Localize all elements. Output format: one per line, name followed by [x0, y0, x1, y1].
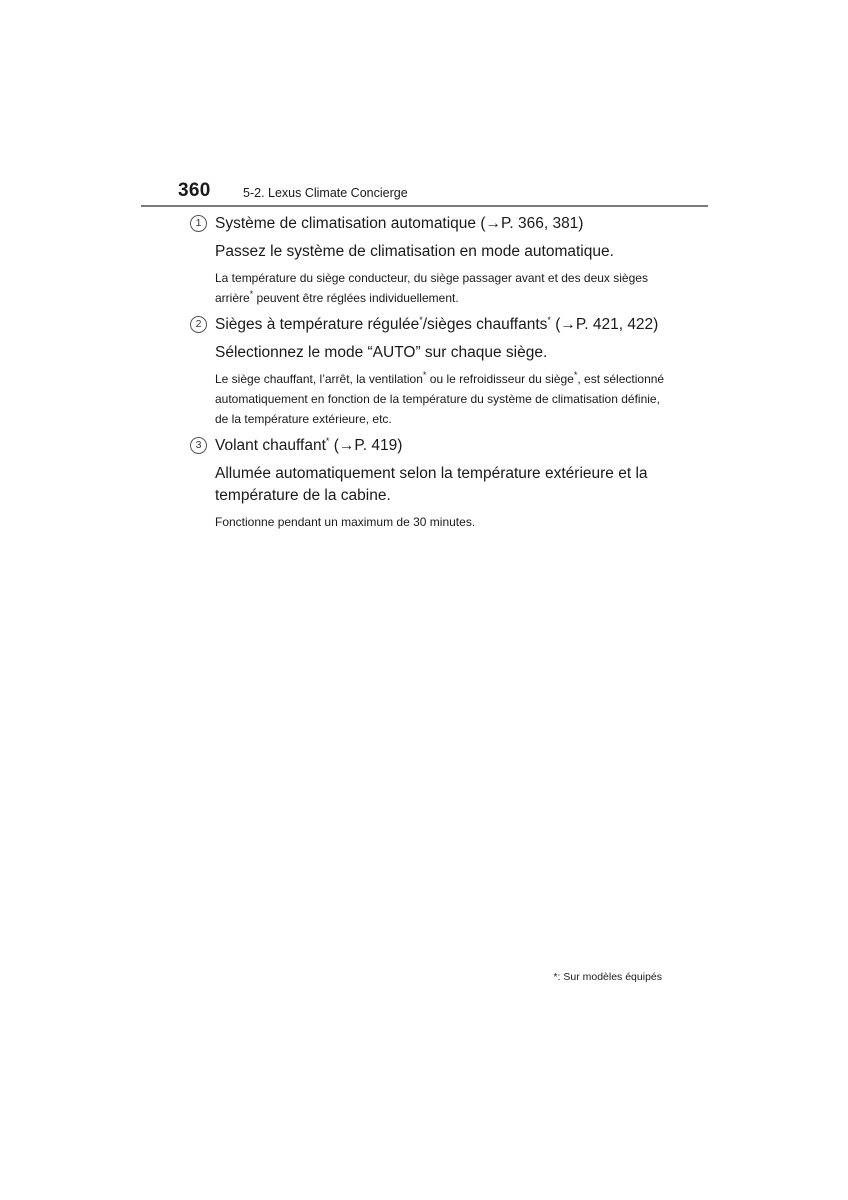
asterisk-mark: * [249, 289, 254, 299]
asterisk-mark: * [325, 435, 330, 446]
item-heading-text: (→P. 421, 422) [550, 316, 659, 333]
list-item [190, 315, 670, 429]
header-rule [141, 205, 708, 207]
circled-number-icon: 1 [190, 215, 207, 232]
item-heading [190, 315, 670, 335]
note-text: , est sélectionné automatiquement en fonction de la température du système de climatisation définie, de la température extérieure, etc. [215, 372, 665, 426]
item-heading-text: Sièges à température régulée [215, 316, 420, 333]
item-main-text: Passez le système de climatisation en mode automatique. [215, 243, 614, 260]
note-text: Le siège chauffant, l’arrêt, la ventilation [215, 372, 423, 386]
list-item [190, 214, 670, 308]
asterisk-mark: * [547, 314, 551, 325]
page-number: 360 [178, 180, 211, 201]
footnote [553, 971, 662, 983]
item-note: Fonctionne pendant un maximum de 30 minutes. [215, 515, 476, 529]
item-heading [190, 214, 670, 234]
item-main-text: Sélectionnez le mode “AUTO” sur chaque siège. [215, 344, 548, 361]
item-note [190, 268, 670, 308]
footnote-text: : Sur modèles équipés [557, 971, 662, 983]
item-heading-text: /sièges chauffants [422, 316, 548, 333]
circled-number-icon: 2 [190, 316, 207, 333]
asterisk-mark: * [573, 370, 578, 380]
page-header [0, 178, 848, 208]
circled-number-icon: 3 [190, 437, 207, 454]
item-heading-text: (→P. 419) [329, 437, 403, 454]
item-heading-text: Volant chauffant [215, 437, 326, 454]
item-heading-text: Système de climatisation automatique (→P. 366, 381) [215, 215, 584, 232]
item-note [190, 369, 670, 429]
footnote-mark: * [553, 971, 558, 983]
asterisk-mark: * [419, 314, 423, 325]
main-content [190, 214, 670, 532]
note-text: peuvent être réglées individuellement. [253, 291, 459, 305]
list-item [190, 436, 670, 532]
note-text: La température du siège conducteur, du siège passager avant et des deux sièges arrière [215, 271, 648, 305]
item-heading [190, 436, 670, 456]
note-text: ou le refroidisseur du siège [426, 372, 574, 386]
section-title: 5-2. Lexus Climate Concierge [243, 186, 408, 200]
asterisk-mark: * [422, 370, 427, 380]
item-main-text: Allumée automatiquement selon la température extérieure et la température de la cabine. [215, 465, 648, 504]
